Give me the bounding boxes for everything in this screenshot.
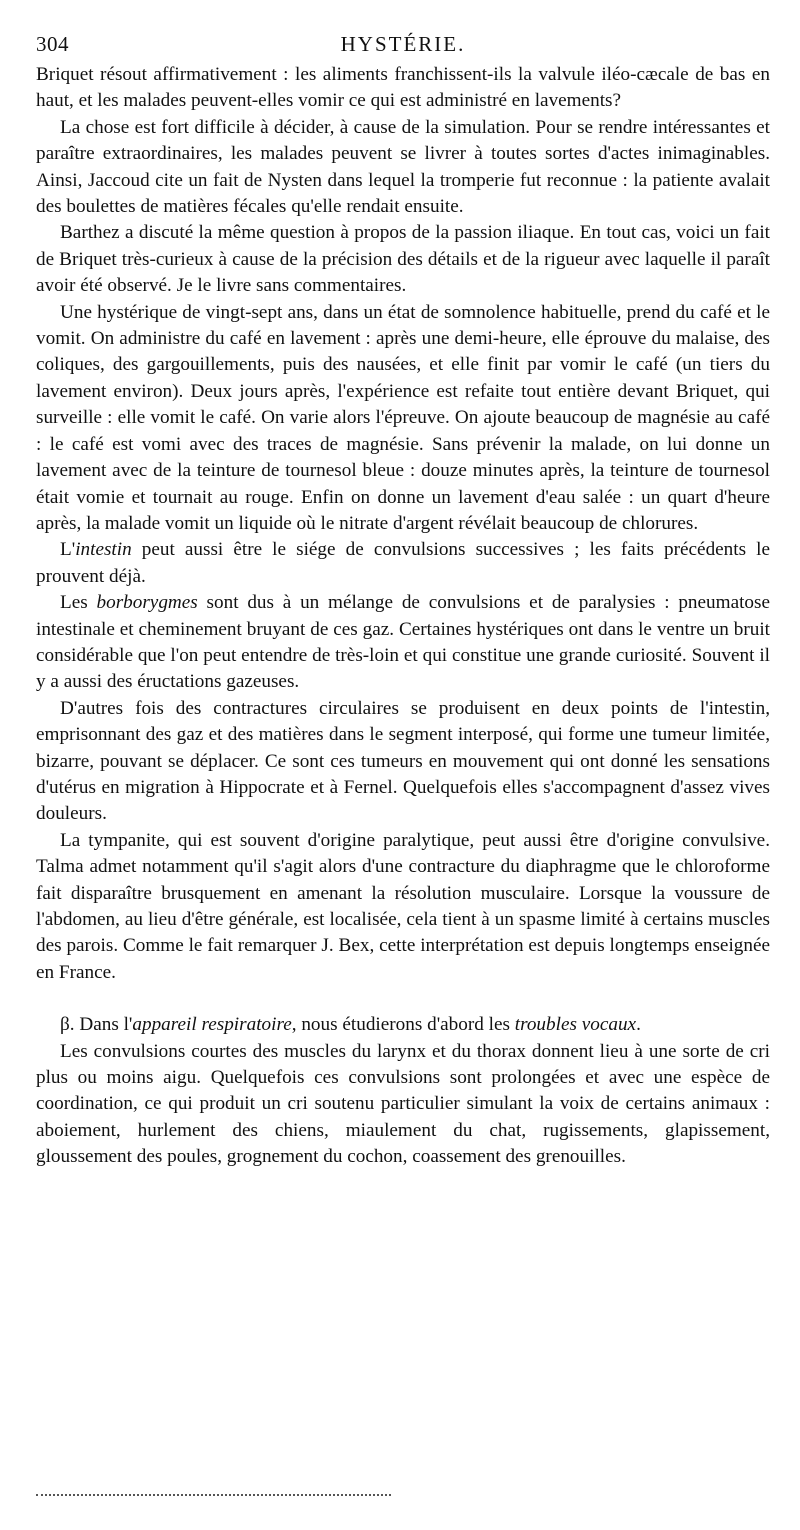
text-segment: Briquet résout affirmativement : les aliments franchissent-ils la valvule iléo-cæcale de bas en haut, et les malades peuvent-elles vomir ce qui est administré en lavements?: [36, 64, 770, 112]
paragraph: [36, 1012, 770, 1038]
italic-term: borborygmes: [96, 592, 198, 614]
text-segment: .: [636, 1014, 641, 1036]
paragraph: [36, 696, 770, 828]
paragraph: [36, 300, 770, 538]
paragraph: [36, 1039, 770, 1171]
text-segment: La chose est fort difficile à décider, à cause de la simulation. Pour se rendre intéressantes et paraître extraordinaires, les malades peuvent se livrer à toutes sortes d'actes inimaginables. Ainsi, Jaccoud cite un fait de Nysten dans lequel la tromperie fut reconnue : la patiente avalait des boulettes de matières fécales qu'elle rendait ensuite.: [36, 116, 770, 218]
text-segment: , nous étudierons d'abord les: [291, 1014, 515, 1036]
running-title: HYSTÉRIE.: [340, 32, 466, 56]
paragraph: [36, 590, 770, 696]
text-segment: peut aussi être le siége de convulsions successives ; les faits précédents le prouvent déjà.: [36, 539, 770, 587]
italic-term: intestin: [75, 539, 132, 561]
page-header: [36, 28, 770, 62]
text-segment: La tympanite, qui est souvent d'origine paralytique, peut aussi être d'origine convulsive. Talma admet notamment qu'il s'agit alors d'une contracture du diaphragme que le chloroforme fait disparaître brusquement en amenant la résolution musculaire. Lorsque la voussure de l'abdomen, au lieu d'être générale, est localisée, cela tient à un spasme limité à certains muscles des parois. Comme le fait remarquer J. Bex, cette interprétation est depuis longtemps enseignée en France.: [36, 829, 770, 983]
text-segment: D'autres fois des contractures circulaires se produisent en deux points de l'intestin, emprisonnant des gaz et des matières dans le segment interposé, qui forme une tumeur limitée, bizarre, pouvant se déplacer. Ce sont ces tumeurs en mouvement qui ont donné les sensations d'utérus en migration à Hippocrate et à Fernel. Quelquefois elles s'accompagnent d'assez vives douleurs.: [36, 697, 770, 825]
paragraph: [36, 828, 770, 986]
text-segment: Les: [60, 592, 97, 614]
italic-term: appareil respiratoire: [132, 1014, 292, 1036]
footer-dotted-rule: [36, 1494, 391, 1496]
page-number: 304: [36, 32, 69, 56]
italic-term: troubles vocaux: [514, 1014, 637, 1036]
body-text: [36, 62, 770, 1171]
text-segment: Une hystérique de vingt-sept ans, dans un état de somnolence habituelle, prend du café et le vomit. On administre du café en lavement : après une demi-heure, elle éprouve du malaise, des coliques, des gargouillements, puis des nausées, et elle finit par vomir le café (un tiers du lavement environ). Deux jours après, l'expérience est refaite tout entière devant Briquet, qui surveille : elle vomit le café. On varie alors l'épreuve. On ajoute beaucoup de magnésie au café : le café est vomi avec des traces de magnésie. Sans prévenir la malade, on lui donne un lavement avec de la teinture de tournesol bleue : douze minutes après, la teinture de tournesol était vomie et tournait au rouge. Enfin on donne un lavement d'eau salée : un quart d'heure après, la malade vomit un liquide où le nitrate d'argent révélait beaucoup de chlorures.: [36, 301, 770, 534]
paragraph: [36, 115, 770, 221]
book-page: [36, 28, 770, 1171]
text-segment: L': [60, 539, 76, 561]
text-segment: β. Dans l': [60, 1014, 133, 1036]
text-segment: Barthez a discuté la même question à propos de la passion iliaque. En tout cas, voici un fait de Briquet très-curieux à cause de la précision des détails et de la rigueur avec laquelle il paraît avoir été observé. Je le livre sans commentaires.: [36, 222, 770, 297]
paragraph: [36, 220, 770, 299]
paragraph: [36, 537, 770, 590]
text-segment: Les convulsions courtes des muscles du larynx et du thorax donnent lieu à une sorte de cri plus ou moins aigu. Quelquefois ces convulsions sont prolongées et avec une espèce de coordination, ce qui produit un cri soutenu particulier simulant la voix de certains animaux : aboiement, hurlement des chiens, miaulement du chat, rugissements, glapissement, gloussement des poules, grognement du cochon, coassement des grenouilles.: [36, 1040, 770, 1168]
text-segment: sont dus à un mélange de convulsions et de paralysies : pneumatose intestinale et cheminement bruyant de ces gaz. Certaines hystériques ont dans le ventre un bruit considérable que l'on peut entendre de très-loin et qui constitue une grande curiosité. Souvent il y a aussi des éructations gazeuses.: [36, 592, 770, 693]
paragraph: [36, 62, 770, 115]
